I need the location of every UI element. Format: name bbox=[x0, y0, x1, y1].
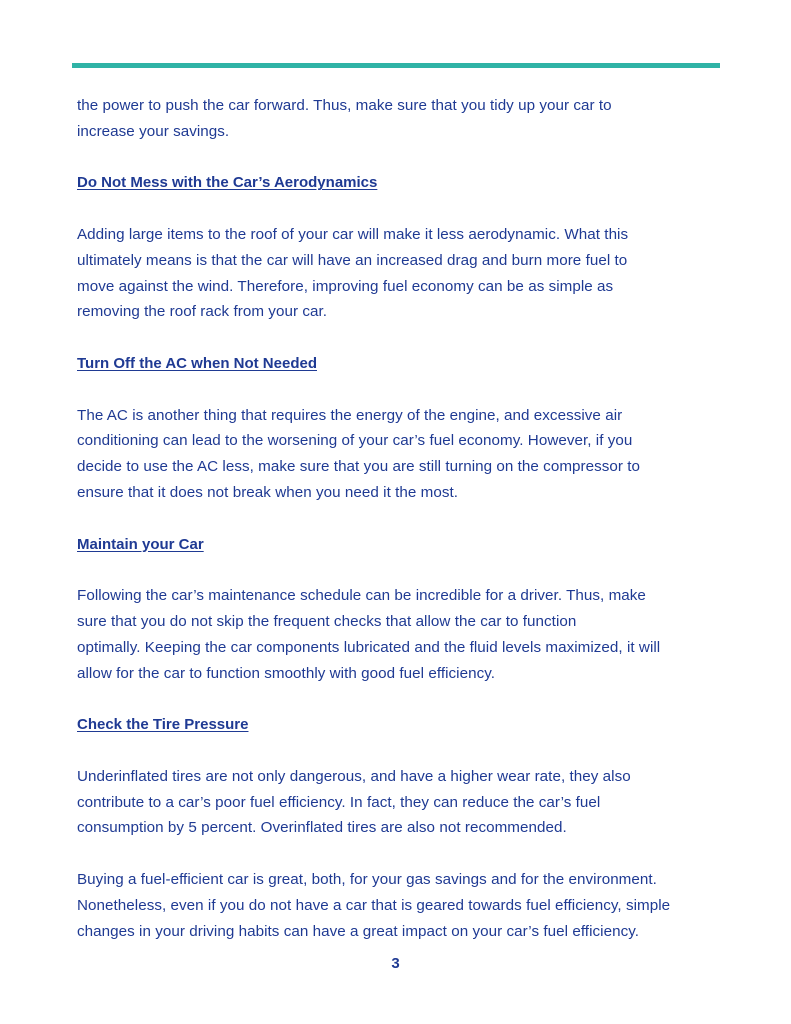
intro-paragraph bbox=[77, 93, 727, 145]
text-line: the power to push the car forward. Thus, make sure that you tidy up your car to bbox=[77, 97, 612, 114]
text-line: optimally. Keeping the car components lubricated and the fluid levels maximized, it will bbox=[77, 638, 661, 656]
text-line: Nonetheless, even if you do not have a car that is geared towards fuel efficiency, simple bbox=[77, 896, 671, 914]
text-line: ensure that it does not break when you need it the most. bbox=[77, 483, 459, 501]
text-line: ultimately means is that the car will have an increased drag and burn more fuel to bbox=[77, 251, 628, 269]
text-line: removing the roof rack from your car. bbox=[77, 303, 328, 321]
section-heading-aerodynamics: Do Not Mess with the Car’s Aerodynamics bbox=[77, 174, 378, 192]
text-line: allow for the car to function smoothly with good fuel efficiency. bbox=[77, 664, 496, 682]
paragraph-aerodynamics bbox=[77, 222, 727, 325]
closing-paragraph bbox=[77, 867, 727, 944]
text-line: consumption by 5 percent. Overinflated tires are also not recommended. bbox=[77, 819, 567, 837]
document-body bbox=[77, 93, 727, 944]
text-line: Adding large items to the roof of your car will make it less aerodynamic. What this bbox=[77, 225, 629, 243]
text-line: Underinflated tires are not only dangerous, and have a higher wear rate, they also bbox=[77, 767, 631, 785]
paragraph-ac bbox=[77, 403, 727, 506]
section-heading-ac: Turn Off the AC when Not Needed bbox=[77, 354, 317, 372]
text-line: contribute to a car’s poor fuel efficiency. In fact, they can reduce the car’s fuel bbox=[77, 793, 601, 811]
text-line: sure that you do not skip the frequent checks that allow the car to function bbox=[77, 612, 577, 630]
text-line: decide to use the AC less, make sure that you are still turning on the compressor to bbox=[77, 458, 641, 476]
text-line: increase your savings. bbox=[77, 122, 230, 140]
section-heading-tire-pressure: Check the Tire Pressure bbox=[77, 716, 249, 734]
text-line: changes in your driving habits can have a great impact on your car’s fuel efficiency. bbox=[77, 922, 639, 940]
header-rule bbox=[72, 63, 720, 68]
text-line: Buying a fuel-efficient car is great, both, for your gas savings and for the environment. bbox=[77, 870, 657, 888]
text-line: The AC is another thing that requires the energy of the engine, and excessive air bbox=[77, 406, 623, 424]
section-heading-maintain: Maintain your Car bbox=[77, 535, 204, 553]
page-number: 3 bbox=[391, 955, 400, 972]
text-line: conditioning can lead to the worsening of your car’s fuel economy. However, if you bbox=[77, 432, 633, 450]
paragraph-tire-pressure bbox=[77, 764, 727, 841]
text-line: Following the car’s maintenance schedule can be incredible for a driver. Thus, make bbox=[77, 587, 646, 605]
text-line: move against the wind. Therefore, improving fuel economy can be as simple as bbox=[77, 277, 614, 295]
paragraph-maintain bbox=[77, 583, 727, 686]
